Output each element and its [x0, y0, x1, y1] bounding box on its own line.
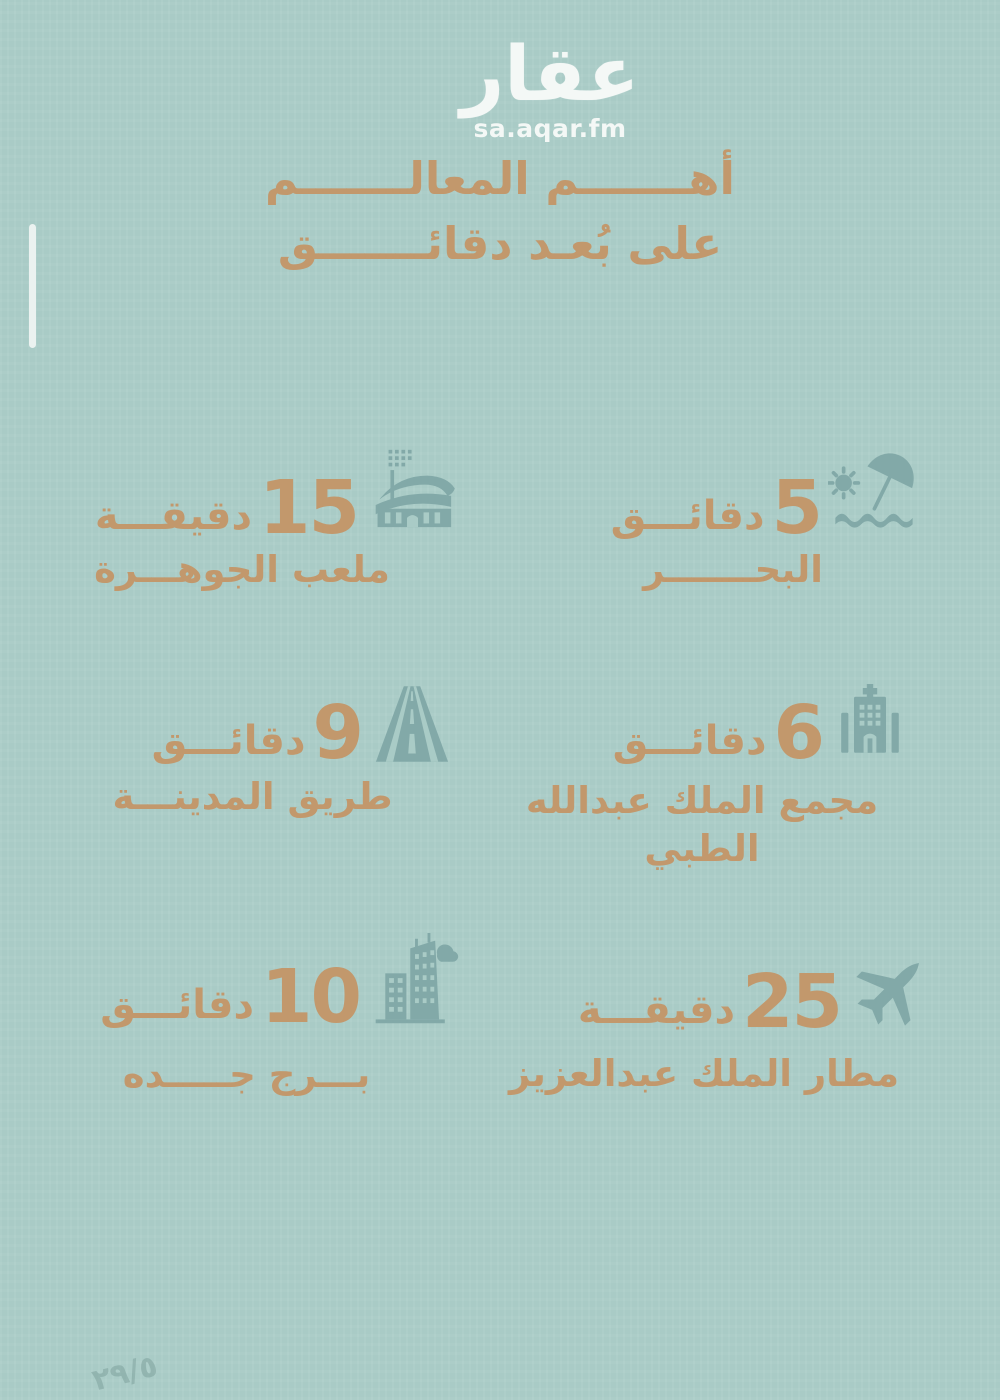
landmark-name-sea: البحـــــــر — [643, 548, 823, 591]
minutes-number: 10 — [261, 953, 360, 1040]
landmark-time-buildings — [100, 933, 465, 1040]
landmark-item-sea — [610, 448, 920, 594]
minutes-number: 5 — [771, 464, 821, 551]
landmark-item-hospital — [525, 683, 910, 873]
landmark-name-airport: مطار الملك عبدالعزيز — [509, 1052, 899, 1095]
landmark-name-hospital: مجمع الملك عبدالله الطبي — [525, 779, 879, 871]
corner-page-marker: ٢٩/٥ — [88, 1348, 162, 1399]
story-progress-bar — [29, 224, 36, 348]
landmark-item-road — [112, 683, 455, 821]
minutes-unit: دقائـــق — [610, 493, 765, 539]
poster-title — [0, 146, 1000, 277]
minutes-unit: دقائـــق — [151, 718, 306, 764]
poster-title-line1: أهـــــــم المعالـــــــم — [265, 152, 735, 205]
minutes-number: 25 — [742, 958, 841, 1045]
landmark-time-stadium — [94, 448, 460, 551]
stadium-icon — [365, 448, 460, 540]
hospital-icon — [830, 683, 910, 765]
aqar-site-url: sa.aqar.fm — [473, 113, 627, 143]
landmark-time-hospital — [572, 683, 910, 776]
minutes-unit: دقيقـــة — [577, 987, 736, 1033]
landmark-item-stadium — [94, 448, 460, 594]
minutes-unit: دقائـــق — [612, 718, 767, 764]
landmark-name-buildings: بـــرج جـــــده — [122, 1053, 371, 1096]
aqar-logo — [455, 29, 645, 143]
airplane-icon — [848, 948, 934, 1034]
aqar-brand-wordmark: عقار — [460, 29, 640, 118]
landmark-name-road: طريق المدينـــة — [112, 775, 393, 818]
landmark-time-sea — [610, 448, 920, 551]
minutes-unit: دقيقـــة — [94, 493, 253, 539]
minutes-number: 9 — [312, 689, 362, 776]
poster-title-line2: على بُعـد دقائـــــــق — [277, 217, 723, 271]
landmark-time-road — [138, 683, 455, 776]
landmark-item-airport — [509, 948, 934, 1098]
landmark-time-airport — [562, 948, 934, 1045]
minutes-number: 6 — [773, 689, 823, 776]
minutes-unit: دقائـــق — [100, 982, 255, 1028]
landmark-name-stadium: ملعب الجوهـــرة — [94, 548, 390, 591]
minutes-number: 15 — [259, 464, 358, 551]
beach-icon — [828, 448, 920, 540]
landmark-item-buildings — [100, 933, 465, 1099]
road-icon — [369, 683, 455, 765]
buildings-icon — [367, 933, 465, 1029]
